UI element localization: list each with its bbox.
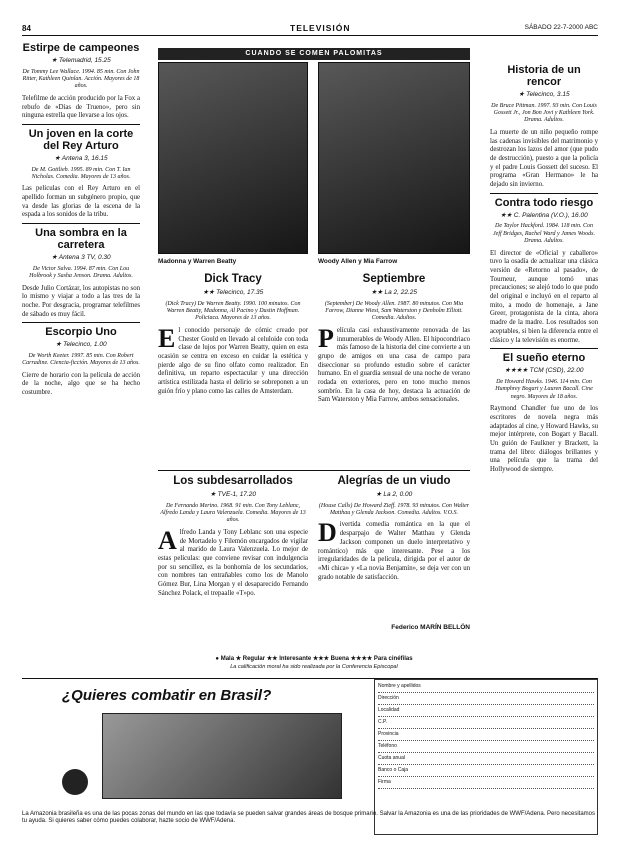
left-review-1 bbox=[22, 42, 140, 121]
panda-logo-icon bbox=[62, 769, 88, 795]
film-text: ivertida comedia romántica en la que el desparpajo de Walter Matthau y Glenda Jackson componen un duelo interpretativo y romántico) más que interesante. Pese a los irregularidades de la película, dirigida por el autor de «Mi chica» y «La novia Benjamín», se deja ver con un grado notable de satisfacción. bbox=[318, 521, 470, 581]
drop-cap: D bbox=[318, 521, 337, 548]
film-meta: De Fernando Merino. 1968. 91 min. Con Tony Leblanc, Alfredo Landa y Laura Valenzuela. Comedia. Mayores de 13 años. bbox=[160, 502, 306, 524]
left-review-3 bbox=[22, 227, 140, 319]
review-text: El director de «Oficial y caballero» tuvo la osadía de actualizar una clásica versión de «Retorno al pasado», de Tourneur, aunque tomó unas precauciones; se alejó todo lo que pudo del original e incluyó en el reparto al mito, a modo de homenaje, a Jane Greer, protagonista de la cinta, ahora madre de la madre. Los resultados son aceptables, si bien la diferencia entre el clásico y la televisión es enorme. bbox=[490, 249, 598, 344]
divider bbox=[22, 223, 140, 224]
ad-footer: La Amazonia brasileña es una de las pocas zonas del mundo en las que todavía se pueden salvar grandes áreas de bosque primario. Salvar la Amazonia es una de las prioridades de WWF/Adena. Pero necesitamos tu ayuda. Si quieres saber cómo puedes colaborar, hazte socio de WWF/Adena. bbox=[22, 811, 596, 825]
review-channel: ★ Telecinco, 1.00 bbox=[55, 341, 107, 349]
rating-legend: ● Mala ★ Regular ★★ Interesante ★★★ Buena ★★★★ Para cinéfilas bbox=[215, 656, 413, 662]
page-number: 84 bbox=[22, 24, 31, 33]
film-text: elícula casi exhaustivamente renovada de las innumerables de Woody Allen. El hipocondriaco más famoso de la historia del cine convierte a un grupo de amigos en una casa de campo para diseccionar su profundo estudio sobre el carácter humano. En el guardia sensual de una noche de verano rodada en exteriores, pero en tono mucho menos sombrío. En la casa de hoy, destaca la actuación de Sam Waterston y Mia Farrow, ambos sensacionales. bbox=[318, 326, 470, 404]
form-field[interactable]: Banco o Caja bbox=[378, 767, 594, 777]
form-field[interactable]: Localidad bbox=[378, 707, 594, 717]
review-meta: De Worth Keeter. 1997. 85 min. Con Robert Carradine. Ciencia-ficción. Mayores de 13 años. bbox=[22, 352, 140, 367]
film-text: l conocido personaje de cómic creado por Chester Gould en llevado al celuloide con toda clase de lujos por Warren Beatty, quien en esta ocasión se centra en exceso en cuidar la estética y pierde algo de su fino olfato como realizador. En definitiva, un reparto espectacular y una dirección artística estilizada hasta el delirio se sobreponen a un guión frío y plano como las calles de Amsterdam. bbox=[158, 326, 308, 395]
review-meta: De Howard Hawks. 1946. 114 min. Con Humphrey Bogart y Lauren Bacall. Cine negro. Mayores de 18 años. bbox=[495, 378, 593, 400]
page-header bbox=[22, 22, 598, 36]
photo-septiembre bbox=[318, 62, 470, 254]
form-field[interactable]: Dirección bbox=[378, 695, 594, 705]
drop-cap: P bbox=[318, 323, 334, 353]
left-column bbox=[22, 42, 140, 650]
left-review-2 bbox=[22, 128, 140, 220]
review-text: La muerte de un niño pequeño rompe las cadenas invisibles del matrimonio y destrozan los lazos del amor (que pudo de destrucción), puesto a que la policía y el padre Louis Gossett del suceso. El programa «Gran Hermano» le ha dejado sin invierno. bbox=[490, 128, 598, 189]
review-text: Desde Julio Cortázar, los autopistas no son lo mismo y viajar a todo a las tres de la noche. Por desgracia, programar telefilmes de sábado es muy fácil. bbox=[22, 284, 140, 318]
ad-image bbox=[102, 713, 342, 799]
film-title: Los subdesarrollados bbox=[173, 475, 293, 487]
film-channel: ★★ Telecinco, 17.35 bbox=[202, 289, 264, 296]
film-channel: ★★ La 2, 22.25 bbox=[371, 289, 417, 296]
legend-note: La calificación moral ha sido realizada por la Conferencia Episcopal bbox=[230, 664, 398, 670]
issue-date: SÁBADO 22-7-2000 ABC bbox=[524, 24, 598, 31]
left-review-4 bbox=[22, 326, 140, 398]
byline: Federico MARÍN BELLÓN bbox=[391, 624, 470, 632]
review-channel: ★ Antena 3 TV, 0.30 bbox=[51, 254, 111, 262]
film-meta: (September) De Woody Allen. 1987. 80 minutos. Con Mia Farrow, Dianne Wiest, Sam Waterston y Denholm Elliott. Comedia. Adultos. bbox=[324, 300, 464, 322]
wwf-advertisement bbox=[22, 678, 598, 846]
review-kicker: Escorpio Uno bbox=[45, 326, 117, 339]
review-channel: ★★ C. Palentina (V.O.), 16.00 bbox=[500, 211, 588, 219]
drop-cap: E bbox=[158, 323, 176, 353]
drop-cap: A bbox=[158, 525, 177, 555]
film-dick-tracy bbox=[158, 272, 308, 470]
review-channel: ★ Antena 3, 16.15 bbox=[54, 154, 108, 162]
review-text: Las películas con el Rey Arturo en el apellido forman un subgénero propio, que va desde las glorias de la escena de la espada a los sonidos de la tribu. bbox=[22, 185, 140, 219]
form-field[interactable]: Teléfono bbox=[378, 743, 594, 753]
center-banner: CUANDO SE COMEN PALOMITAS bbox=[158, 48, 470, 60]
review-kicker: Una sombra en la carretera bbox=[35, 227, 127, 252]
film-text: lfredo Landa y Tony Leblanc son una especie de Mortadelo y Filemón encargados de vigilar al marido de Laura Valenzuela. Lo mejor de estas películas: que conviene revisar con indulgencia por su sencillez, es la bonhomía de los secundarios, con nombres tan entrañables como los de Manolo Gómez Bur, Lina Morgan y el desaparecido Fernando Sánchez Polack, el trepaalle «T»po. bbox=[158, 528, 308, 597]
section-title: TELEVISIÓN bbox=[290, 23, 351, 33]
film-subdesarrollados bbox=[158, 474, 308, 650]
right-column bbox=[490, 64, 598, 664]
ad-headline: ¿Quieres combatir en Brasil? bbox=[62, 687, 272, 704]
right-review-2 bbox=[490, 197, 598, 346]
review-meta: De Taylor Hackford. 1984. 118 min. Con Jeff Bridges, Rachel Ward y James Woods. Drama. Adultos. bbox=[493, 223, 595, 245]
divider bbox=[490, 193, 598, 194]
form-field[interactable]: Provincia bbox=[378, 731, 594, 741]
film-septiembre bbox=[318, 272, 470, 470]
review-kicker: Historia de un rencor bbox=[507, 64, 581, 88]
film-channel: ★ TVE-1, 17.20 bbox=[210, 491, 256, 498]
form-field[interactable]: Cuota anual bbox=[378, 755, 594, 765]
review-meta: De M. Gottlieb. 1995. 89 min. Con T. Ian Nicholas. Comedia. Mayores de 13 años. bbox=[31, 166, 131, 180]
review-text: Raymond Chandler fue uno de los escritores de novela negra más adaptados al cine, y Howard Hawks, su mejor intérprete, con Bogart y Bacall. Un guión de Faulkner y Brackett, la trama del libro: diálogos brillantes y una película que la trama del Hollywood de siempre. bbox=[490, 405, 598, 474]
form-field[interactable]: Firma bbox=[378, 779, 594, 789]
film-meta: (House Calls) De Howard Zieff. 1978. 93 minutos. Con Walter Matthau y Glenda Jackson. Comedia. Adultos. V.O.S. bbox=[318, 502, 470, 516]
divider bbox=[490, 348, 598, 349]
review-meta: De Bruce Pittman. 1997. 93 min. Con Louis Gossett Jr., Jon Bon Jovi y Kathleen York. Drama. Adultos. bbox=[491, 102, 597, 124]
review-text: Cierre de horario con la película de acción de la noche, algo que se ha hecho costumbre. bbox=[22, 371, 140, 397]
divider bbox=[158, 470, 470, 471]
review-channel: ★★★★ TCM (CSD), 22.00 bbox=[504, 367, 584, 375]
film-title: Dick Tracy bbox=[204, 273, 262, 285]
form-field[interactable]: Nombre y apellidos bbox=[378, 683, 594, 693]
review-text: Telefilme de acción producido por la Fox a rebufo de «Días de Trueno», pero sin ninguna estrella que llevarse a los ojos. bbox=[22, 94, 140, 120]
film-meta: (Dick Tracy) De Warren Beatty. 1990. 100 minutos. Con Warren Beatty, Madonna, Al Pacino y Dustin Hoffman. Policiaca. Mayores de 13 años. bbox=[165, 300, 301, 322]
photo-caption: Woody Allen y Mia Farrow bbox=[318, 258, 398, 265]
photo-dick-tracy bbox=[158, 62, 308, 254]
review-meta: De Tommy Lee Wallace. 1994. 85 min. Con John Ritter, Kathleen Quinlan. Acción. Mayores de 18 años. bbox=[22, 68, 140, 90]
review-channel: ★ Telecinco, 3.15 bbox=[518, 91, 570, 98]
right-review-1 bbox=[490, 64, 598, 190]
photo-caption: Madonna y Warren Beatty bbox=[158, 258, 237, 265]
right-review-3 bbox=[490, 352, 598, 474]
film-alegrias bbox=[318, 474, 470, 650]
film-title: Septiembre bbox=[362, 273, 426, 285]
film-channel: ★ La 2, 0.00 bbox=[375, 491, 413, 498]
divider bbox=[22, 322, 140, 323]
review-kicker: Estirpe de campeones bbox=[22, 42, 140, 54]
form-field[interactable]: C.P. bbox=[378, 719, 594, 729]
film-title: Alegrías de un viudo bbox=[337, 475, 451, 487]
review-kicker: Contra todo riesgo bbox=[494, 196, 594, 209]
review-kicker: El sueño eterno bbox=[502, 352, 586, 365]
review-kicker: Un joven en la corte del Rey Arturo bbox=[28, 127, 134, 152]
review-meta: De Victor Salva. 1994. 87 min. Con Lou Holbrook y Sasha Jenson. Drama. Adultos. bbox=[29, 265, 133, 280]
divider bbox=[22, 124, 140, 125]
review-channel: ★ Telemadrid, 15.25 bbox=[51, 57, 111, 64]
